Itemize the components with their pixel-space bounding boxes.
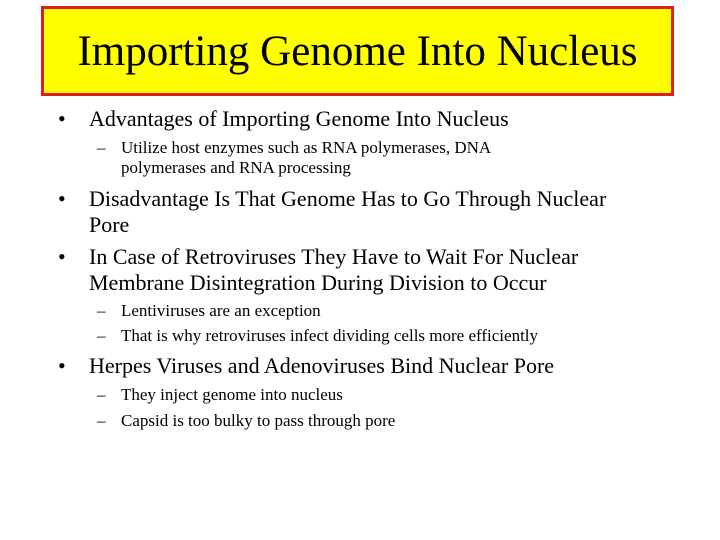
bullet-point-1	[58, 106, 679, 132]
sub-point-text: Capsid is too bulky to pass through pore	[121, 411, 396, 430]
sub-point-4-1	[97, 385, 601, 405]
dash-glyph: –	[97, 385, 106, 404]
bullet-glyph: •	[58, 186, 66, 211]
dash-glyph: –	[97, 411, 106, 430]
bullet-line: In Case of Retroviruses They Have to Wait For Nuclear	[89, 244, 579, 269]
bullet-line: Disadvantage Is That Genome Has to Go Through Nuclear	[89, 186, 607, 211]
bullet-glyph: •	[58, 353, 66, 378]
sub-point-3-1	[97, 301, 601, 321]
bullet-glyph: •	[58, 106, 66, 131]
bullet-text: Advantages of Importing Genome Into Nucleus	[89, 106, 509, 131]
dash-glyph: –	[97, 326, 106, 345]
bullet-line: Pore	[89, 212, 130, 237]
bullet-glyph: •	[58, 244, 66, 269]
sub-point-line: Utilize host enzymes such as RNA polymerases, DNA	[121, 138, 492, 157]
bullet-text: Herpes Viruses and Adenoviruses Bind Nuclear Pore	[89, 353, 555, 378]
sub-point-4-2	[97, 411, 601, 431]
sub-point-text: That is why retroviruses infect dividing cells more efficiently	[121, 326, 539, 345]
bullet-point-4	[58, 353, 679, 379]
bullet-text	[89, 186, 679, 238]
sub-point-3-2	[97, 326, 601, 346]
bullet-point-3	[58, 244, 679, 296]
dash-glyph: –	[97, 138, 106, 157]
bullet-line: Membrane Disintegration During Division to Occur	[89, 270, 547, 295]
bullet-text	[89, 244, 679, 296]
sub-point-line: polymerases and RNA processing	[121, 158, 351, 177]
sub-point-text	[121, 138, 601, 178]
dash-glyph: –	[97, 301, 106, 320]
sub-point-text: They inject genome into nucleus	[121, 385, 343, 404]
sub-point-text: Lentiviruses are an exception	[121, 301, 321, 320]
slide-title: Importing Genome Into Nucleus	[77, 27, 638, 75]
title-box	[41, 6, 674, 96]
bullet-point-2	[58, 186, 679, 238]
sub-point-1-1	[97, 138, 601, 178]
